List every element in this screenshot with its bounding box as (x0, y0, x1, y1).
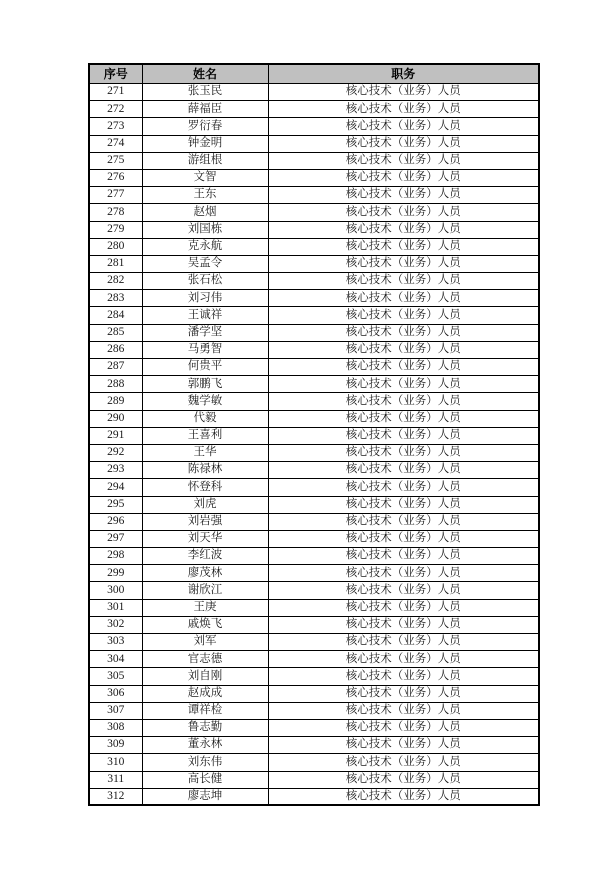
name-cell: 李红波 (142, 548, 268, 565)
serial-number-cell: 275 (89, 152, 142, 169)
name-cell: 王诚祥 (142, 307, 268, 324)
serial-number-cell: 310 (89, 754, 142, 771)
header-name: 姓名 (142, 64, 268, 84)
table-row (89, 599, 539, 616)
name-cell: 张石松 (142, 273, 268, 290)
serial-number-cell: 288 (89, 376, 142, 393)
serial-number-cell: 277 (89, 187, 142, 204)
position-cell: 核心技术（业务）人员 (268, 462, 539, 479)
serial-number-cell: 312 (89, 788, 142, 805)
table-row (89, 634, 539, 651)
name-cell: 刘东伟 (142, 754, 268, 771)
position-cell: 核心技术（业务）人员 (268, 255, 539, 272)
serial-number-cell: 273 (89, 118, 142, 135)
serial-number-cell: 306 (89, 685, 142, 702)
table-row (89, 651, 539, 668)
table-row (89, 290, 539, 307)
position-cell: 核心技术（业务）人员 (268, 290, 539, 307)
position-cell: 核心技术（业务）人员 (268, 479, 539, 496)
name-cell: 王华 (142, 444, 268, 461)
serial-number-cell: 309 (89, 737, 142, 754)
position-cell: 核心技术（业务）人员 (268, 513, 539, 530)
serial-number-cell: 296 (89, 513, 142, 530)
table-row (89, 204, 539, 221)
position-cell: 核心技术（业务）人员 (268, 101, 539, 118)
table-row (89, 101, 539, 118)
position-cell: 核心技术（业务）人员 (268, 324, 539, 341)
serial-number-cell: 311 (89, 771, 142, 788)
name-cell: 刘军 (142, 634, 268, 651)
table-row (89, 118, 539, 135)
name-cell: 赵成成 (142, 685, 268, 702)
serial-number-cell: 303 (89, 634, 142, 651)
name-cell: 陈禄林 (142, 462, 268, 479)
name-cell: 钟金明 (142, 135, 268, 152)
serial-number-cell: 293 (89, 462, 142, 479)
serial-number-cell: 276 (89, 169, 142, 186)
serial-number-cell: 289 (89, 393, 142, 410)
table-row (89, 788, 539, 805)
table-row (89, 376, 539, 393)
position-cell: 核心技术（业务）人员 (268, 548, 539, 565)
name-cell: 赵烟 (142, 204, 268, 221)
name-cell: 王东 (142, 187, 268, 204)
name-cell: 刘天华 (142, 530, 268, 547)
position-cell: 核心技术（业务）人员 (268, 771, 539, 788)
name-cell: 刘自刚 (142, 668, 268, 685)
serial-number-cell: 271 (89, 84, 142, 101)
table-row (89, 410, 539, 427)
position-cell: 核心技术（业务）人员 (268, 530, 539, 547)
personnel-table (88, 63, 540, 806)
position-cell: 核心技术（业务）人员 (268, 651, 539, 668)
name-cell: 吴孟令 (142, 255, 268, 272)
position-cell: 核心技术（业务）人员 (268, 737, 539, 754)
name-cell: 克永航 (142, 238, 268, 255)
table-row (89, 616, 539, 633)
table-row (89, 221, 539, 238)
position-cell: 核心技术（业务）人员 (268, 565, 539, 582)
position-cell: 核心技术（业务）人员 (268, 359, 539, 376)
serial-number-cell: 295 (89, 496, 142, 513)
position-cell: 核心技术（业务）人员 (268, 152, 539, 169)
name-cell: 薛福臣 (142, 101, 268, 118)
table-row (89, 754, 539, 771)
name-cell: 潘学坚 (142, 324, 268, 341)
position-cell: 核心技术（业务）人员 (268, 376, 539, 393)
table-row (89, 427, 539, 444)
name-cell: 王喜利 (142, 427, 268, 444)
name-cell: 廖茂林 (142, 565, 268, 582)
position-cell: 核心技术（业务）人员 (268, 204, 539, 221)
name-cell: 罗衍春 (142, 118, 268, 135)
serial-number-cell: 292 (89, 444, 142, 461)
table-row (89, 255, 539, 272)
name-cell: 刘国栋 (142, 221, 268, 238)
header-position: 职务 (268, 64, 539, 84)
table-body (89, 84, 539, 806)
name-cell: 戚焕飞 (142, 616, 268, 633)
serial-number-cell: 286 (89, 341, 142, 358)
table-row (89, 565, 539, 582)
position-cell: 核心技术（业务）人员 (268, 84, 539, 101)
position-cell: 核心技术（业务）人员 (268, 118, 539, 135)
table-row (89, 737, 539, 754)
name-cell: 刘虎 (142, 496, 268, 513)
name-cell: 何贵平 (142, 359, 268, 376)
position-cell: 核心技术（业务）人员 (268, 135, 539, 152)
serial-number-cell: 308 (89, 719, 142, 736)
position-cell: 核心技术（业务）人员 (268, 393, 539, 410)
name-cell: 代毅 (142, 410, 268, 427)
serial-number-cell: 298 (89, 548, 142, 565)
position-cell: 核心技术（业务）人员 (268, 634, 539, 651)
name-cell: 郭鹏飞 (142, 376, 268, 393)
name-cell: 刘习伟 (142, 290, 268, 307)
table-row (89, 238, 539, 255)
name-cell: 马勇智 (142, 341, 268, 358)
serial-number-cell: 287 (89, 359, 142, 376)
serial-number-cell: 272 (89, 101, 142, 118)
name-cell: 鲁志勤 (142, 719, 268, 736)
name-cell: 张玉民 (142, 84, 268, 101)
serial-number-cell: 274 (89, 135, 142, 152)
table-row (89, 513, 539, 530)
name-cell: 刘岩强 (142, 513, 268, 530)
table-row (89, 462, 539, 479)
position-cell: 核心技术（业务）人员 (268, 341, 539, 358)
position-cell: 核心技术（业务）人员 (268, 719, 539, 736)
table-row (89, 393, 539, 410)
table-row (89, 273, 539, 290)
table-row (89, 152, 539, 169)
position-cell: 核心技术（业务）人员 (268, 410, 539, 427)
serial-number-cell: 304 (89, 651, 142, 668)
name-cell: 董永林 (142, 737, 268, 754)
serial-number-cell: 290 (89, 410, 142, 427)
table-row (89, 341, 539, 358)
table-row (89, 135, 539, 152)
position-cell: 核心技术（业务）人员 (268, 238, 539, 255)
table-row (89, 169, 539, 186)
table-row (89, 479, 539, 496)
serial-number-cell: 305 (89, 668, 142, 685)
name-cell: 官志德 (142, 651, 268, 668)
position-cell: 核心技术（业务）人员 (268, 273, 539, 290)
position-cell: 核心技术（业务）人员 (268, 496, 539, 513)
table-row (89, 496, 539, 513)
name-cell: 高长健 (142, 771, 268, 788)
table-row (89, 444, 539, 461)
position-cell: 核心技术（业务）人员 (268, 427, 539, 444)
table-row (89, 668, 539, 685)
name-cell: 魏学敏 (142, 393, 268, 410)
serial-number-cell: 291 (89, 427, 142, 444)
serial-number-cell: 297 (89, 530, 142, 547)
serial-number-cell: 281 (89, 255, 142, 272)
table-row (89, 582, 539, 599)
position-cell: 核心技术（业务）人员 (268, 685, 539, 702)
position-cell: 核心技术（业务）人员 (268, 582, 539, 599)
position-cell: 核心技术（业务）人员 (268, 221, 539, 238)
serial-number-cell: 278 (89, 204, 142, 221)
table-header-row (89, 64, 539, 84)
serial-number-cell: 301 (89, 599, 142, 616)
serial-number-cell: 283 (89, 290, 142, 307)
position-cell: 核心技术（业务）人员 (268, 599, 539, 616)
serial-number-cell: 282 (89, 273, 142, 290)
name-cell: 谢欣江 (142, 582, 268, 599)
table-row (89, 307, 539, 324)
name-cell: 怀登科 (142, 479, 268, 496)
name-cell: 谭祥检 (142, 702, 268, 719)
table-row (89, 719, 539, 736)
position-cell: 核心技术（业务）人员 (268, 616, 539, 633)
table-row (89, 84, 539, 101)
serial-number-cell: 307 (89, 702, 142, 719)
serial-number-cell: 302 (89, 616, 142, 633)
position-cell: 核心技术（业务）人员 (268, 444, 539, 461)
position-cell: 核心技术（业务）人员 (268, 169, 539, 186)
serial-number-cell: 294 (89, 479, 142, 496)
serial-number-cell: 284 (89, 307, 142, 324)
position-cell: 核心技术（业务）人员 (268, 307, 539, 324)
serial-number-cell: 285 (89, 324, 142, 341)
header-serial-number: 序号 (89, 64, 142, 84)
name-cell: 文智 (142, 169, 268, 186)
serial-number-cell: 300 (89, 582, 142, 599)
table-header (89, 64, 539, 84)
position-cell: 核心技术（业务）人员 (268, 754, 539, 771)
position-cell: 核心技术（业务）人员 (268, 788, 539, 805)
table-row (89, 324, 539, 341)
table-row (89, 548, 539, 565)
position-cell: 核心技术（业务）人员 (268, 668, 539, 685)
name-cell: 廖志坤 (142, 788, 268, 805)
serial-number-cell: 280 (89, 238, 142, 255)
position-cell: 核心技术（业务）人员 (268, 702, 539, 719)
table-row (89, 530, 539, 547)
position-cell: 核心技术（业务）人员 (268, 187, 539, 204)
table-row (89, 771, 539, 788)
table-row (89, 702, 539, 719)
serial-number-cell: 279 (89, 221, 142, 238)
name-cell: 王庚 (142, 599, 268, 616)
table-row (89, 359, 539, 376)
serial-number-cell: 299 (89, 565, 142, 582)
table-row (89, 187, 539, 204)
table-row (89, 685, 539, 702)
name-cell: 游组根 (142, 152, 268, 169)
